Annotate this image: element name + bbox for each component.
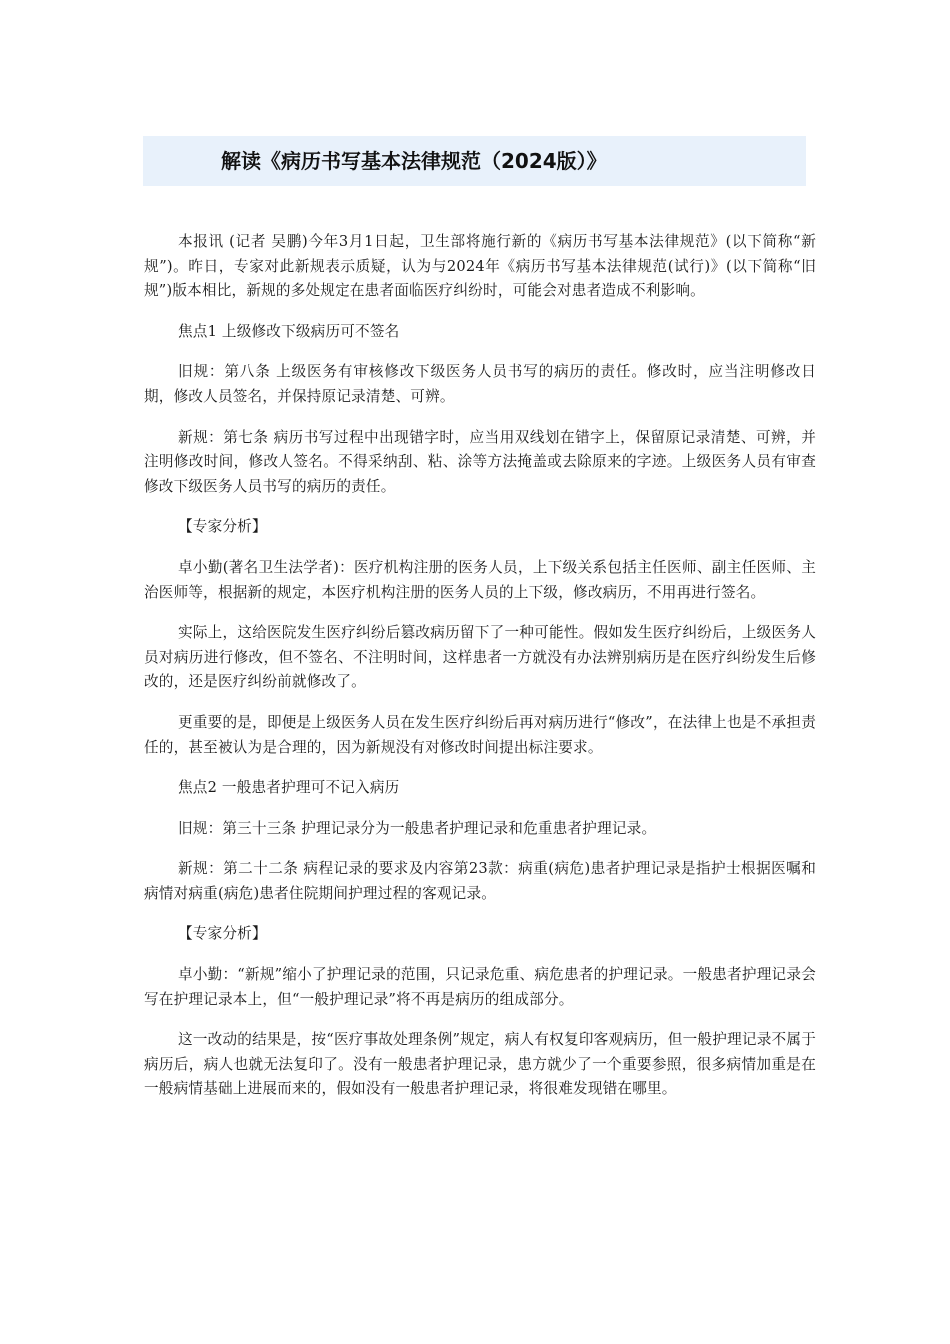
article-body [144,230,816,1118]
old-rule-paragraph: 旧规：第八条 上级医务有审核修改下级医务人员书写的病历的责任。修改时，应当注明修改日期，修改人员签名，并保持原记录清楚、可辨。 [144,363,816,405]
expert-analysis-heading: 【专家分析】 [178,925,267,943]
focus-2-heading: 焦点2 一般患者护理可不记入病历 [178,779,400,797]
body-paragraph: 更重要的是，即便是上级医务人员在发生医疗纠纷后再对病历进行“修改”，在法律上也是不承担责任的，甚至被认为是合理的，因为新规没有对修改时间提出标注要求。 [144,713,816,756]
title-banner [143,136,806,186]
expert-paragraph: 卓小勤(著名卫生法学者)：医疗机构注册的医务人员，上下级关系包括主任医师、副主任医师、主治医师等，根据新的规定，本医疗机构注册的医务人员的上下级，修改病历，不用再进行签名。 [144,558,816,601]
body-paragraph: 实际上，这给医院发生医疗纠纷后篡改病历留下了一种可能性。假如发生医疗纠纷后，上级医务人员对病历进行修改，但不签名、不注明时间，这样患者一方就没有办法辨别病历是在医疗纠纷发生后修改的，还是医疗纠纷前就修改了。 [144,624,816,691]
new-rule-paragraph: 新规：第七条 病历书写过程中出现错字时，应当用双线划在错字上，保留原记录清楚、可辨，并注明修改时间，修改人签名。不得采纳刮、粘、涂等方法掩盖或去除原来的字迹。上级医务人员有审查修改下级医务人员书写的病历的责任。 [144,428,816,495]
expert-analysis-heading: 【专家分析】 [178,518,267,536]
document-title: 解读《病历书写基本法律规范（2024版）》 [221,149,607,173]
intro-paragraph: 本报讯 (记者 吴鹏)今年3月1日起，卫生部将施行新的《病历书写基本法律规范》(以下简称“新规”)。昨日，专家对此新规表示质疑，认为与2024年《病历书写基本法律规范(试行)》(以下简称“旧规”)版本相比，新规的多处规定在患者面临医疗纠纷时，可能会对患者造成不利影响。 [144,233,816,300]
body-paragraph: 这一改动的结果是，按“医疗事故处理条例”规定，病人有权复印客观病历，但一般护理记录不属于病历后，病人也就无法复印了。没有一般患者护理记录，患方就少了一个重要参照，很多病情加重是在一般病情基础上进展而来的，假如没有一般患者护理记录，将很难发现错在哪里。 [144,1031,816,1098]
expert-paragraph: 卓小勤：“新规”缩小了护理记录的范围，只记录危重、病危患者的护理记录。一般患者护理记录会写在护理记录本上，但“一般护理记录”将不再是病历的组成部分。 [144,966,816,1008]
focus-1-heading: 焦点1 上级修改下级病历可不签名 [178,322,400,340]
old-rule-paragraph: 旧规：第三十三条 护理记录分为一般患者护理记录和危重患者护理记录。 [178,819,657,837]
new-rule-paragraph: 新规：第二十二条 病程记录的要求及内容第23款：病重(病危)患者护理记录是指护士根据医嘱和病情对病重(病危)患者住院期间护理过程的客观记录。 [144,860,816,902]
